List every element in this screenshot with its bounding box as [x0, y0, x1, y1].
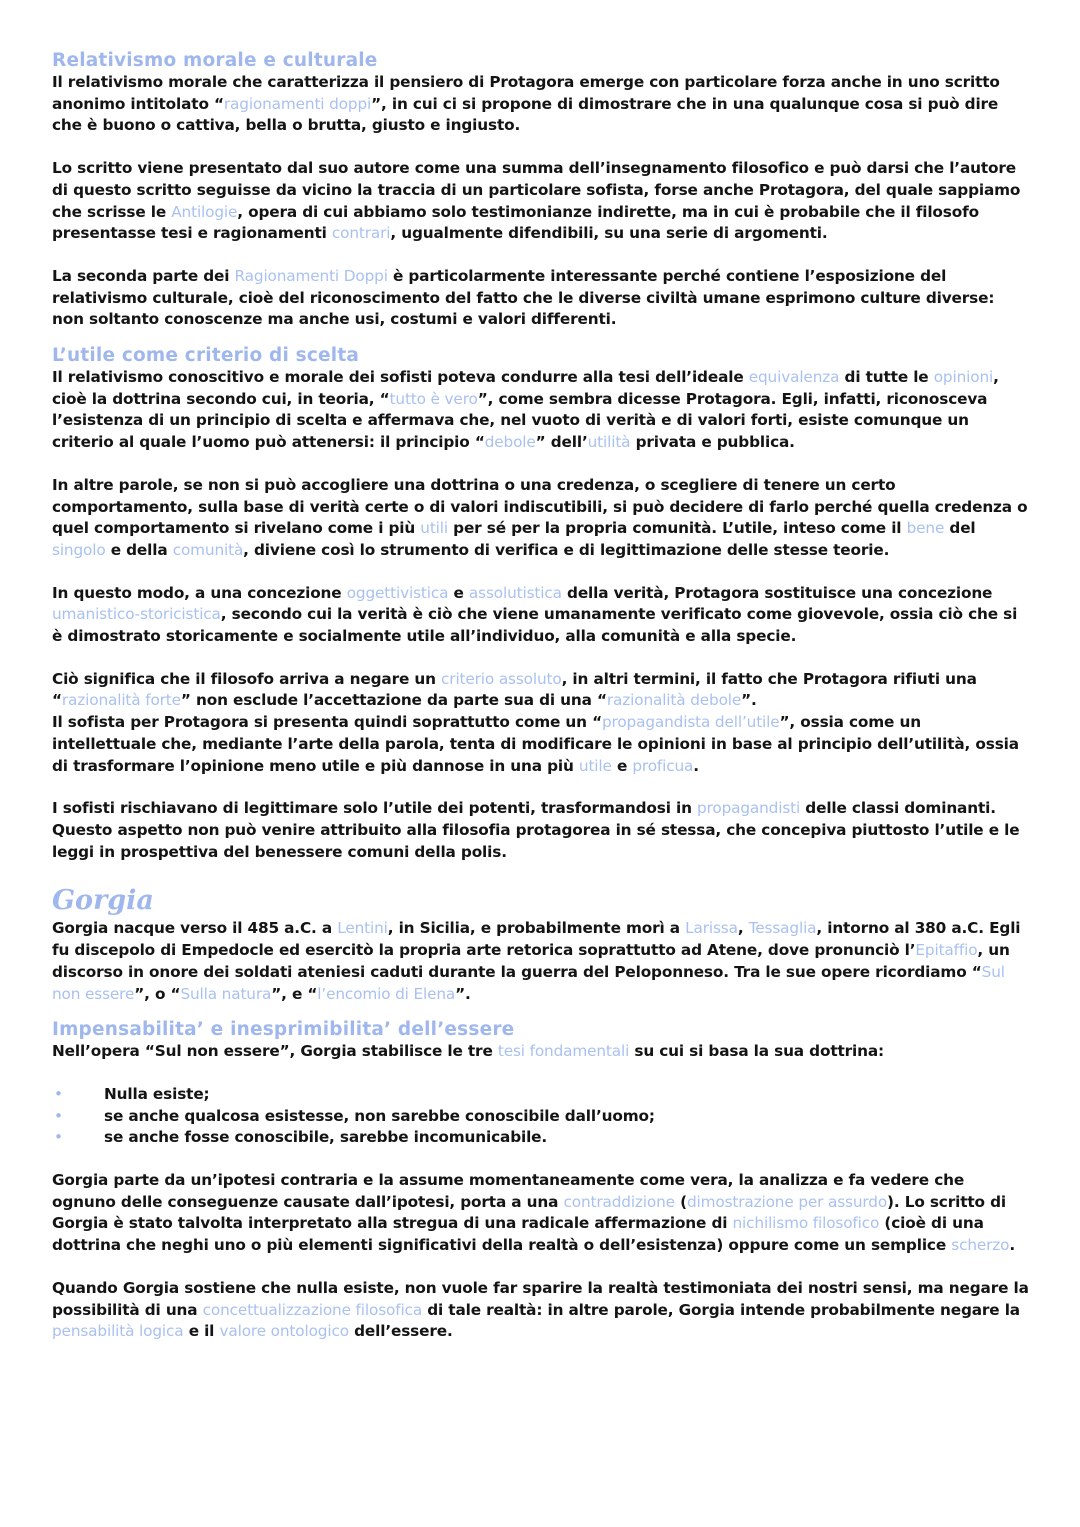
text-run: In questo modo, a una concezione	[52, 583, 347, 602]
highlight-term: propagandisti	[697, 799, 801, 818]
text-run: Gorgia parte da un’ipotesi contraria e la assume momentaneamente come vera, la analizza e fa vedere che ognuno delle conseguenze causate dall’ipotesi, porta a una	[52, 1171, 965, 1211]
highlight-term: nichilismo filosofico	[732, 1214, 880, 1233]
text-run: Quando Gorgia sostiene che nulla esiste, non vuole far sparire la realtà testimoniata dei nostri sensi, ma negare la possibilità di una	[52, 1278, 1029, 1319]
text-run: , cioè la dottrina secondo cui, in teoria, “	[52, 368, 999, 408]
text-run: e della	[105, 540, 173, 559]
highlight-term: scherzo	[951, 1236, 1010, 1255]
highlight-term: valore ontologico	[219, 1322, 349, 1341]
text-run: Ciò significa che il filosofo arriva a negare un	[52, 669, 442, 688]
text-run: La seconda parte dei	[52, 266, 235, 285]
highlight-term: utile	[578, 756, 612, 775]
highlight-term: criterio assoluto	[441, 669, 562, 688]
text-run: , in altri termini, il fatto che Protagora rifiuti una “	[52, 669, 977, 710]
highlight-term: Tessaglia	[748, 919, 817, 938]
highlight-term: Larissa	[685, 919, 738, 938]
highlight-term: contraddizione	[563, 1192, 675, 1211]
list-item: • se anche fosse conoscibile, sarebbe incomunicabile.	[52, 1127, 1030, 1149]
text-run: , ugualmente difendibili, su una serie di argomenti.	[390, 224, 828, 243]
text-run: , un discorso in onore dei soldati ateniesi caduti durante la guerra del Peloponneso. Tra le sue opere ricordiamo “	[52, 941, 1010, 981]
text-run: della verità, Protagora sostituisce una concezione	[561, 583, 993, 602]
list-item: • se anche qualcosa esistesse, non sarebbe conoscibile dall’uomo;	[52, 1106, 1030, 1128]
highlight-term: debole	[484, 433, 536, 452]
text-run: di tale realtà: in altre parole, Gorgia intende probabilmente negare la	[422, 1300, 1020, 1319]
highlight-term: tesi fondamentali	[497, 1042, 630, 1061]
text-run: e	[448, 583, 469, 602]
paragraph	[52, 367, 1030, 454]
highlight-term: pensabilità logica	[52, 1322, 184, 1341]
text-run: ” non esclude l’accettazione da parte sua di una “	[180, 691, 607, 710]
paragraph	[52, 918, 1030, 1005]
paragraph	[52, 669, 1030, 712]
text-run: .	[693, 756, 699, 775]
text-run: ”.	[455, 984, 471, 1003]
text-run: Il sofista per Protagora si presenta quindi soprattutto come un “	[52, 713, 602, 732]
highlight-term: equivalenza	[748, 368, 840, 387]
text-run: privata e pubblica.	[630, 433, 795, 452]
highlight-term: assolutistica	[468, 583, 562, 602]
highlight-term: tutto è vero	[389, 389, 478, 408]
highlight-term: Antilogie	[171, 202, 238, 221]
paragraph	[52, 1278, 1030, 1343]
highlight-term: razionalità debole	[606, 691, 742, 710]
highlight-term: utili	[420, 519, 448, 538]
highlight-term: l’encomio di Elena	[317, 984, 456, 1003]
paragraph	[52, 72, 1030, 137]
section-heading-impensabilita: Impensabilita’ e inesprimibilita’ dell’essere	[52, 1019, 515, 1041]
section-heading-relativismo: Relativismo morale e culturale	[52, 50, 378, 71]
highlight-term: singolo	[52, 540, 106, 559]
text-run: ”.	[741, 691, 757, 710]
highlight-term: Lentini	[337, 919, 388, 938]
text-run: dell’essere.	[348, 1322, 453, 1341]
highlight-term: Sulla natura	[180, 984, 272, 1003]
thesis-list	[52, 1084, 1030, 1149]
text-run: Il relativismo morale che caratterizza il pensiero di Protagora emerge con particolare forza anche in uno scritto anonimo intitolato “	[52, 73, 1000, 113]
text-run: del	[944, 519, 976, 538]
text-run: ” dell’	[535, 433, 588, 452]
text-run: Lo scritto viene presentato dal suo autore come una summa dell’insegnamento filosofico e può darsi che l’autore di questo scritto seguisse da vicino la traccia di un particolare sofista, forse anche Protagora, del quale sappiamo che scrisse le	[52, 159, 1021, 221]
paragraph	[52, 1170, 1030, 1257]
text-run: ”, ossia come un intellettuale che, mediante l’arte della parola, tenta di modificare le opinioni in base al principio dell’utilità, ossia di trasformare l’opinione meno utile e più dannose in una più	[52, 713, 1019, 775]
text-run: è particolarmente interessante perché contiene l’esposizione del relativismo culturale, cioè del riconoscimento del fatto che le diverse civiltà umane esprimono culture diverse: non soltanto conoscenze ma anche usi, costumi e valori differenti.	[52, 266, 995, 329]
text-run: Gorgia nacque verso il 485 a.C. a	[52, 919, 338, 938]
highlight-term: dimostrazione per assurdo	[686, 1192, 888, 1211]
highlight-term: bene	[906, 519, 945, 538]
text-run: , in Sicilia, e probabilmente morì a	[387, 919, 686, 938]
highlight-term: propagandista dell’utile	[601, 713, 780, 732]
text-run: ”, in cui ci si propone di dimostrare che in una qualunque cosa si può dire che è buono o cattiva, bella o brutta, giusto e ingiusto.	[52, 94, 999, 135]
highlight-term: umanistico-storicistica	[52, 605, 221, 624]
text-run: .	[1009, 1236, 1016, 1255]
highlight-term: proficua	[632, 756, 694, 775]
list-item: • Nulla esiste;	[52, 1084, 1030, 1106]
highlight-term: oggettivistica	[346, 583, 449, 602]
text-run: ”, o “	[134, 984, 181, 1003]
paragraph	[52, 1041, 1030, 1063]
highlight-term: contrari	[331, 224, 391, 243]
paragraph	[52, 158, 1030, 245]
highlight-term: razionalità forte	[61, 691, 181, 710]
text-run: e il	[183, 1322, 220, 1341]
text-run: delle classi dominanti. Questo aspetto non può venire attribuito alla filosofia protagorea in sé stessa, che concepiva piuttosto l’utile e le leggi in prospettiva del benessere comuni della polis.	[52, 799, 1020, 861]
text-run: ,	[737, 919, 749, 938]
text-run: I sofisti rischiavano di legittimare solo l’utile dei potenti, trasformandosi in	[52, 799, 697, 818]
text-run: ). Lo scritto di Gorgia è stato talvolta interpretato alla stregua di una radicale affermazione di	[52, 1192, 1006, 1233]
highlight-term: comunità	[172, 540, 244, 559]
text-run: , opera di cui abbiamo solo testimonianze indirette, ma in cui è probabile che il filosofo presentasse tesi e ragionamenti	[52, 202, 979, 243]
highlight-term: Ragionamenti Doppi	[234, 266, 388, 285]
text-run: In altre parole, se non si può accogliere una dottrina o una credenza, o scegliere di tenere un certo comportamento, sulla base di verità certe o di valori indiscutibili, si può decidere di farlo perché quella credenza o quel comportamento si rivelano come i più	[52, 475, 1028, 538]
text-run: ”, come sembra dicesse Protagora. Egli, infatti, riconosceva l’esistenza di un principio di scelta e affermava che, nel vuoto di verità e di valori forti, esiste comunque un criterio al quale l’uomo può attenersi: il principio “	[52, 389, 988, 452]
text-run: per sé per la propria comunità. L’utile, inteso come il	[447, 519, 907, 538]
text-run: ”, e “	[271, 984, 318, 1003]
paragraph	[52, 712, 1030, 777]
text-run: e	[611, 756, 633, 775]
highlight-term: Sul non essere	[52, 962, 1005, 1003]
highlight-term: concettualizzazione filosofica	[202, 1300, 423, 1319]
paragraph	[52, 475, 1030, 562]
text-run: Il relativismo conoscitivo e morale dei sofisti poteva condurre alla tesi dell’ideale	[52, 368, 749, 387]
text-run: , diviene così lo strumento di verifica e di legittimazione delle stesse teorie.	[243, 540, 890, 559]
text-run: , secondo cui la verità è ciò che viene umanamente verificato come giovevole, ossia ciò che si è dimostrato storicamente e socialmente utile all’individuo, alla comunità e alla specie.	[52, 605, 1018, 646]
highlight-term: opinioni	[933, 368, 994, 387]
paragraph	[52, 798, 1030, 863]
text-run: (	[674, 1192, 687, 1211]
highlight-term: Epitaffio	[915, 941, 978, 960]
text-run: su cui si basa la sua dottrina:	[629, 1042, 885, 1061]
paragraph	[52, 266, 1030, 331]
text-run: , intorno al 380 a.C. Egli fu discepolo di Empedocle ed esercitò la propria arte retorica soprattutto ad Atene, dove pronunciò l’	[52, 919, 1021, 960]
text-run: (cioè di una dottrina che neghi uno o più elementi significativi della realtà o dell’esistenza) oppure come un semplice	[52, 1214, 984, 1255]
highlight-term: utilità	[587, 433, 631, 452]
section-heading-utile: L’utile come criterio di scelta	[52, 345, 360, 367]
highlight-term: ragionamenti doppi	[223, 94, 372, 113]
paragraph	[52, 583, 1030, 648]
text-run: Nell’opera “Sul non essere”, Gorgia stabilisce le tre	[52, 1042, 498, 1061]
section-title-gorgia: Gorgia	[52, 885, 154, 917]
text-run: di tutte le	[839, 368, 934, 387]
